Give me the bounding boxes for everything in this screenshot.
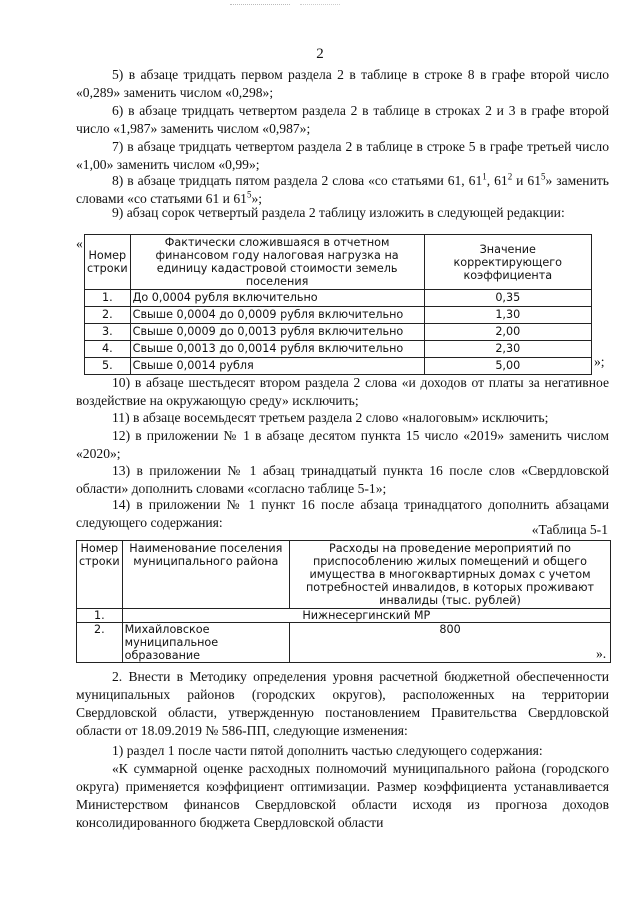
section-2-intro: 2. Внести в Методику определения уровня расчетной бюджетной обеспеченности муниципальных районов (городских округов), расположенных на территории Свердловской области, утвержденную постановлением Правительства Свердловской области от 18.09.2019 № 586-ПП, следующие изменения: bbox=[76, 669, 609, 738]
page-number: 2 bbox=[316, 46, 324, 62]
paragraph-10: 10) в абзаце шестьдесят втором раздела 2 слова «и доходов от платы за негативное воздействие на окружающую среду» исключить; bbox=[76, 375, 609, 408]
paragraph-8-text: 8) в абзаце тридцать пятом раздела 2 слова «со статьями 61, 61 bbox=[112, 173, 483, 188]
table2-close-mark: ». bbox=[596, 646, 607, 661]
table-row bbox=[85, 324, 592, 341]
table1-close-mark: »; bbox=[594, 354, 605, 369]
table-row bbox=[85, 307, 592, 324]
table-row bbox=[85, 290, 592, 307]
district-name: Нижнесергинский МР bbox=[122, 609, 610, 623]
scan-mark bbox=[300, 4, 340, 5]
row-description: Свыше 0,0014 рубля bbox=[130, 358, 424, 375]
superscript: 5 bbox=[246, 189, 252, 200]
settlement-name: Михайловское муниципальное образование bbox=[122, 623, 289, 663]
paragraph-7: 7) в абзаце тридцать четвертом раздела 2 в таблице в строке 5 в графе третьей число «1,00» заменить числом «0,99»; bbox=[76, 139, 609, 172]
table51-caption: «Таблица 5-1 bbox=[531, 522, 608, 537]
paragraph-8-text: и 61 bbox=[512, 173, 542, 188]
row-number: 1. bbox=[85, 290, 131, 307]
row-description: До 0,0004 рубля включительно bbox=[130, 290, 424, 307]
row-description: Свыше 0,0009 до 0,0013 рубля включительно bbox=[130, 324, 424, 341]
row-number: 5. bbox=[85, 358, 131, 375]
paragraph-13: 13) в приложении № 1 абзац тринадцатый пункта 16 после слов «Свердловской области» дополнить словами «согласно таблице 5-1»; bbox=[76, 463, 609, 496]
row-number: 3. bbox=[85, 324, 131, 341]
table-row bbox=[85, 341, 592, 358]
superscript: 2 bbox=[507, 171, 513, 182]
section-2-quote: «К суммарной оценке расходных полномочий муниципального района (городского округа) применяется коэффициент оптимизации. Размер коэффициента устанавливается Министерством финансов Свердловской области исходя из прогноза доходов консолидированного бюджета Свердловской области bbox=[76, 761, 609, 830]
row-value: 2,00 bbox=[424, 324, 591, 341]
table-header-row bbox=[77, 541, 611, 609]
row-value: 5,00 bbox=[424, 358, 591, 375]
coefficient-table bbox=[84, 234, 592, 375]
paragraph-8 bbox=[76, 172, 609, 208]
paragraph-8-text: , 61 bbox=[486, 173, 508, 188]
column-header: Номер строки bbox=[77, 541, 123, 609]
row-description: Свыше 0,0004 до 0,0009 рубля включительно bbox=[130, 307, 424, 324]
column-header: Номер строки bbox=[85, 235, 131, 290]
row-number: 1. bbox=[77, 609, 123, 623]
row-number: 4. bbox=[85, 341, 131, 358]
row-description: Свыше 0,0013 до 0,0014 рубля включительно bbox=[130, 341, 424, 358]
paragraph-8-text: » заменить словами «со статьями 61 и 61 bbox=[76, 173, 609, 206]
row-value: 0,35 bbox=[424, 290, 591, 307]
table-header-row bbox=[85, 235, 592, 290]
paragraph-6: 6) в абзаце тридцать четвертом раздела 2 в таблице в строках 2 и 3 в графе второй число «1,987» заменить числом «0,987»; bbox=[76, 103, 609, 136]
table-row bbox=[77, 623, 611, 663]
paragraph-14: 14) в приложении № 1 пункт 16 после абзаца тринадцатого дополнить абзацами следующего содержания: bbox=[76, 497, 609, 530]
table1-open-quote: « bbox=[76, 236, 83, 251]
superscript: 5 bbox=[541, 171, 546, 182]
paragraph-12: 12) в приложении № 1 в абзаце десятом пункта 15 число «2019» заменить числом «2020»; bbox=[76, 428, 609, 461]
row-number: 2. bbox=[85, 307, 131, 324]
column-header: Значение корректирующего коэффициента bbox=[424, 235, 591, 290]
expense-value: 800 bbox=[290, 623, 611, 663]
table-row bbox=[77, 609, 611, 623]
row-value: 1,30 bbox=[424, 307, 591, 324]
paragraph-11: 11) в абзаце восемьдесят третьем раздела 2 слово «налоговым» исключить; bbox=[112, 410, 549, 425]
section-2-item-1: 1) раздел 1 после части пятой дополнить частью следующего содержания: bbox=[112, 743, 543, 758]
row-value: 2,30 bbox=[424, 341, 591, 358]
column-header: Расходы на проведение мероприятий по приспособлению жилых помещений и общего имущества в многоквартирных домах с учетом потребностей инвалидов, в которых проживают инвалиды (тыс. рублей) bbox=[290, 541, 611, 609]
paragraph-9: 9) абзац сорок четвертый раздела 2 таблицу изложить в следующей редакции: bbox=[112, 205, 565, 220]
table-row bbox=[85, 358, 592, 375]
column-header: Наименование поселения муниципального района bbox=[122, 541, 289, 609]
accessibility-expenses-table bbox=[76, 540, 611, 663]
row-number: 2. bbox=[77, 623, 123, 663]
superscript: 1 bbox=[482, 171, 487, 182]
column-header: Фактически сложившаяся в отчетном финансовом году налоговая нагрузка на единицу кадастровой стоимости земель поселения bbox=[130, 235, 424, 290]
paragraph-8-text: »; bbox=[251, 191, 263, 206]
paragraph-5: 5) в абзаце тридцать первом раздела 2 в таблице в строке 8 в графе второй число «0,289» заменить числом «0,298»; bbox=[76, 67, 609, 100]
scan-mark bbox=[230, 4, 290, 5]
